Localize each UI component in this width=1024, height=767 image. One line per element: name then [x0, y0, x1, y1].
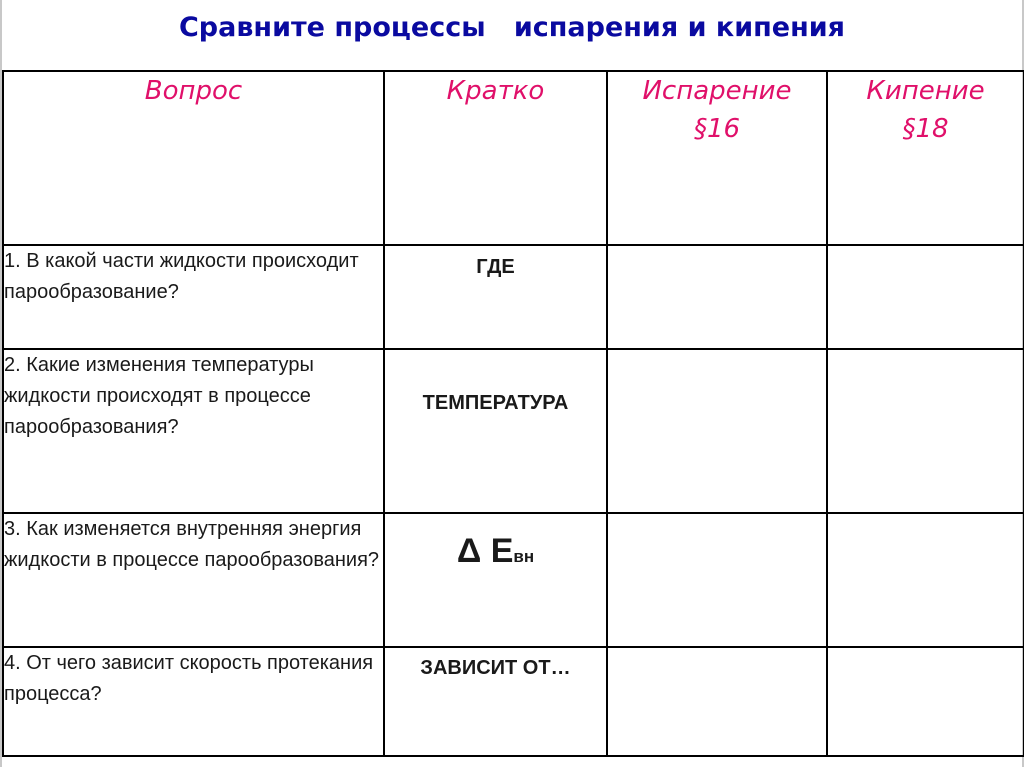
header-short-label: Кратко [446, 76, 545, 106]
header-evaporation [607, 71, 827, 245]
comparison-table [2, 70, 1024, 757]
question-cell: 1. В какой части жидкости происходит парообразование? [3, 245, 384, 349]
header-evaporation-section: §16 [693, 114, 741, 144]
short-cell: ТЕМПЕРАТУРА [384, 349, 607, 513]
header-boiling [827, 71, 1024, 245]
header-boiling-label: Кипение [866, 76, 985, 106]
table-row [3, 245, 1024, 349]
header-evaporation-label: Испарение [642, 76, 792, 106]
evaporation-answer-cell[interactable] [607, 513, 827, 647]
header-short [384, 71, 607, 245]
evaporation-answer-cell[interactable] [607, 245, 827, 349]
header-question [3, 71, 384, 245]
short-cell [384, 513, 607, 647]
evaporation-answer-cell[interactable] [607, 349, 827, 513]
question-cell: 4. От чего зависит скорость протекания процесса? [3, 647, 384, 756]
delta-energy-symbol: Δ Е [456, 532, 514, 570]
boiling-answer-cell[interactable] [827, 349, 1024, 513]
table-header-row [3, 71, 1024, 245]
boiling-answer-cell[interactable] [827, 513, 1024, 647]
header-boiling-section: §18 [902, 114, 949, 144]
delta-energy-subscript: вн [513, 547, 535, 566]
table-row [3, 513, 1024, 647]
table-row [3, 349, 1024, 513]
question-cell: 2. Какие изменения температуры жидкости происходят в процессе парообразования? [3, 349, 384, 513]
boiling-answer-cell[interactable] [827, 647, 1024, 756]
boiling-answer-cell[interactable] [827, 245, 1024, 349]
table-row [3, 647, 1024, 756]
slide-title: Сравните процессы испарения и кипения [178, 12, 846, 43]
evaporation-answer-cell[interactable] [607, 647, 827, 756]
question-cell: 3. Как изменяется внутренняя энергия жидкости в процессе парообразования? [3, 513, 384, 647]
short-cell: ЗАВИСИТ ОТ… [384, 647, 607, 756]
header-question-label: Вопрос [144, 76, 243, 106]
short-cell: ГДЕ [384, 245, 607, 349]
